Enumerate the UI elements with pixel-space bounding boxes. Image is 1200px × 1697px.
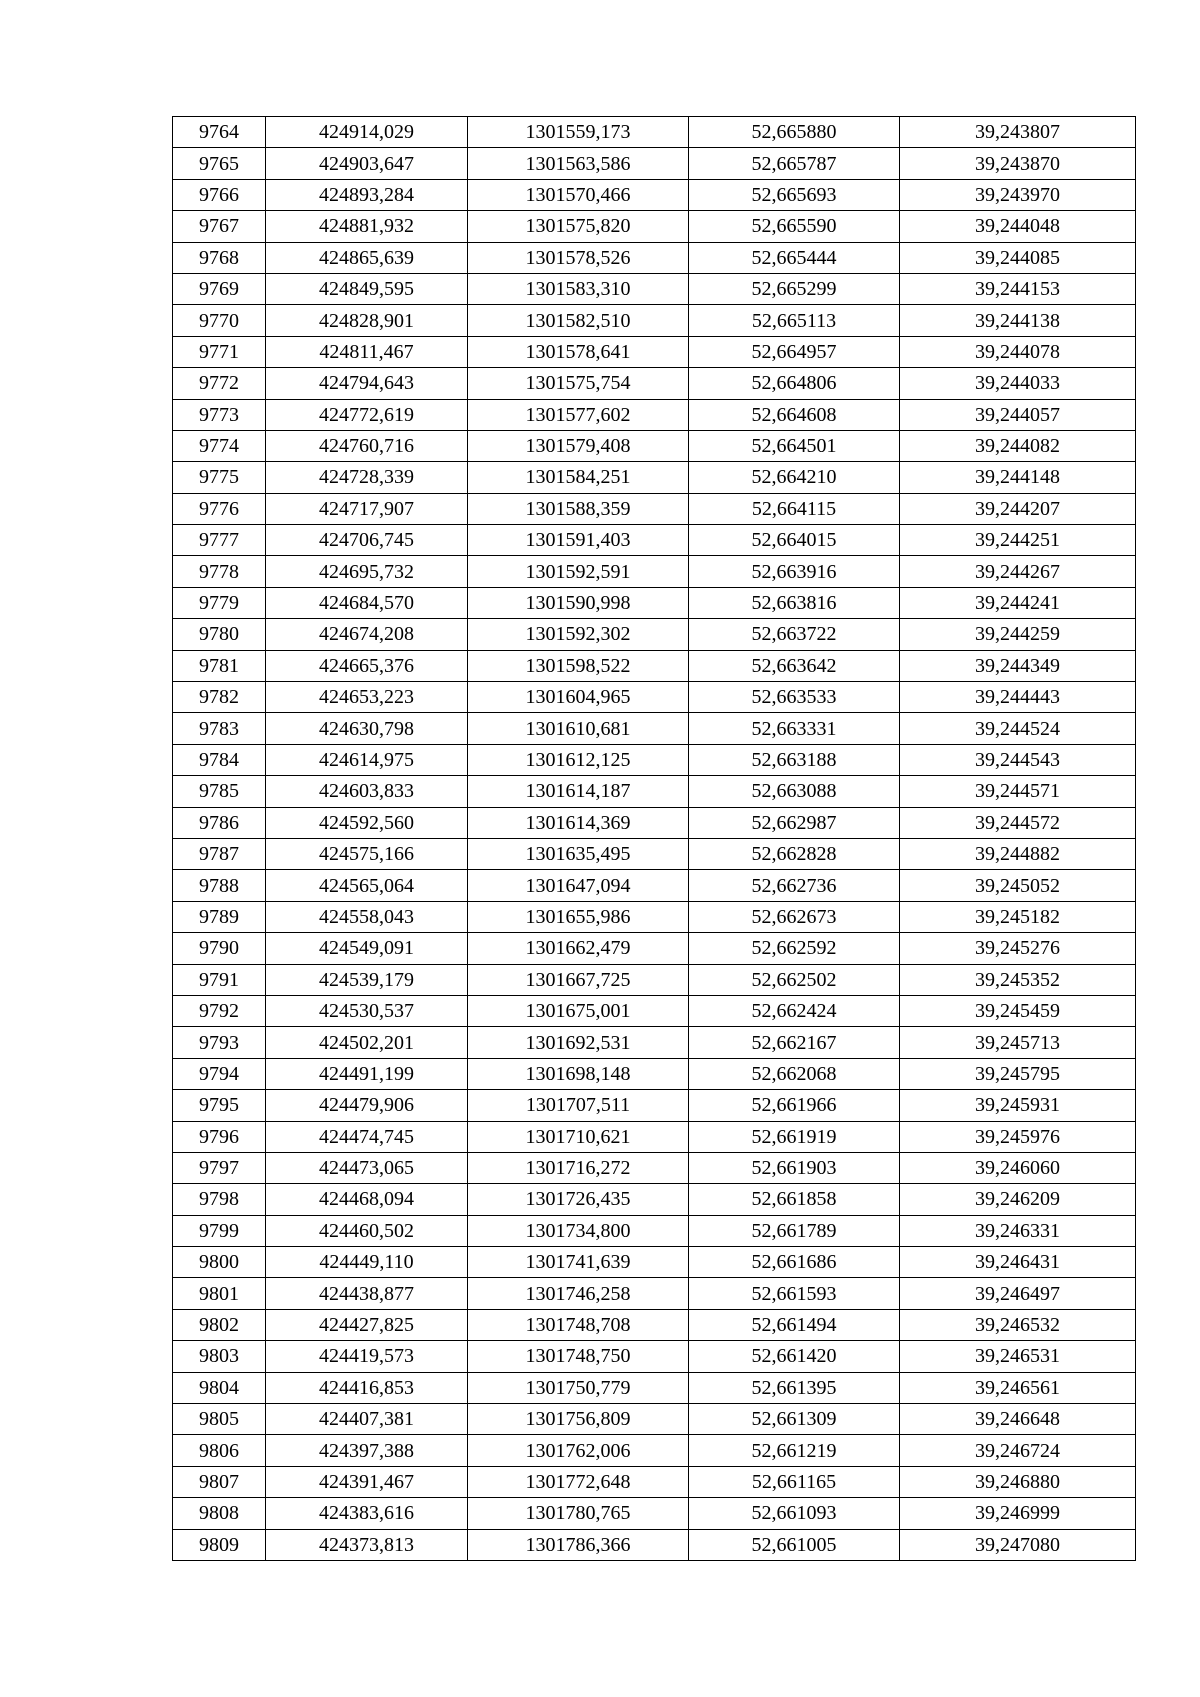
point-number-cell: 9803 xyxy=(173,1341,266,1372)
point-number-cell: 9770 xyxy=(173,305,266,336)
table-row xyxy=(173,430,1136,461)
x-coordinate-cell: 424473,065 xyxy=(266,1152,468,1183)
coordinates-table-body xyxy=(173,117,1136,1561)
y-coordinate-cell: 1301716,272 xyxy=(468,1152,689,1183)
y-coordinate-cell: 1301614,369 xyxy=(468,807,689,838)
x-coordinate-cell: 424653,223 xyxy=(266,682,468,713)
table-row xyxy=(173,336,1136,367)
table-row xyxy=(173,1466,1136,1497)
longitude-cell: 39,245052 xyxy=(900,870,1136,901)
latitude-cell: 52,661309 xyxy=(689,1404,900,1435)
x-coordinate-cell: 424674,208 xyxy=(266,619,468,650)
table-row xyxy=(173,493,1136,524)
point-number-cell: 9764 xyxy=(173,117,266,148)
point-number-cell: 9802 xyxy=(173,1309,266,1340)
y-coordinate-cell: 1301575,820 xyxy=(468,211,689,242)
latitude-cell: 52,665880 xyxy=(689,117,900,148)
latitude-cell: 52,661919 xyxy=(689,1121,900,1152)
x-coordinate-cell: 424575,166 xyxy=(266,838,468,869)
x-coordinate-cell: 424794,643 xyxy=(266,368,468,399)
y-coordinate-cell: 1301584,251 xyxy=(468,462,689,493)
y-coordinate-cell: 1301726,435 xyxy=(468,1184,689,1215)
point-number-cell: 9800 xyxy=(173,1247,266,1278)
longitude-cell: 39,244138 xyxy=(900,305,1136,336)
latitude-cell: 52,661858 xyxy=(689,1184,900,1215)
longitude-cell: 39,244078 xyxy=(900,336,1136,367)
latitude-cell: 52,661420 xyxy=(689,1341,900,1372)
longitude-cell: 39,243807 xyxy=(900,117,1136,148)
x-coordinate-cell: 424811,467 xyxy=(266,336,468,367)
table-row xyxy=(173,305,1136,336)
table-row xyxy=(173,1404,1136,1435)
latitude-cell: 52,661789 xyxy=(689,1215,900,1246)
point-number-cell: 9775 xyxy=(173,462,266,493)
table-row xyxy=(173,211,1136,242)
latitude-cell: 52,662987 xyxy=(689,807,900,838)
x-coordinate-cell: 424849,595 xyxy=(266,273,468,304)
point-number-cell: 9786 xyxy=(173,807,266,838)
y-coordinate-cell: 1301583,310 xyxy=(468,273,689,304)
x-coordinate-cell: 424419,573 xyxy=(266,1341,468,1372)
point-number-cell: 9793 xyxy=(173,1027,266,1058)
table-row xyxy=(173,242,1136,273)
y-coordinate-cell: 1301710,621 xyxy=(468,1121,689,1152)
latitude-cell: 52,664501 xyxy=(689,430,900,461)
point-number-cell: 9769 xyxy=(173,273,266,304)
table-row xyxy=(173,148,1136,179)
point-number-cell: 9783 xyxy=(173,713,266,744)
y-coordinate-cell: 1301590,998 xyxy=(468,587,689,618)
longitude-cell: 39,244572 xyxy=(900,807,1136,838)
point-number-cell: 9797 xyxy=(173,1152,266,1183)
latitude-cell: 52,663916 xyxy=(689,556,900,587)
table-row xyxy=(173,995,1136,1026)
y-coordinate-cell: 1301748,708 xyxy=(468,1309,689,1340)
longitude-cell: 39,244085 xyxy=(900,242,1136,273)
longitude-cell: 39,244241 xyxy=(900,587,1136,618)
table-row xyxy=(173,1529,1136,1560)
coordinates-table xyxy=(172,116,1136,1561)
x-coordinate-cell: 424460,502 xyxy=(266,1215,468,1246)
longitude-cell: 39,244251 xyxy=(900,525,1136,556)
longitude-cell: 39,245976 xyxy=(900,1121,1136,1152)
longitude-cell: 39,244033 xyxy=(900,368,1136,399)
x-coordinate-cell: 424614,975 xyxy=(266,744,468,775)
latitude-cell: 52,664608 xyxy=(689,399,900,430)
point-number-cell: 9794 xyxy=(173,1058,266,1089)
latitude-cell: 52,663642 xyxy=(689,650,900,681)
table-row xyxy=(173,744,1136,775)
x-coordinate-cell: 424438,877 xyxy=(266,1278,468,1309)
x-coordinate-cell: 424893,284 xyxy=(266,179,468,210)
y-coordinate-cell: 1301750,779 xyxy=(468,1372,689,1403)
y-coordinate-cell: 1301578,526 xyxy=(468,242,689,273)
table-row xyxy=(173,1498,1136,1529)
x-coordinate-cell: 424914,029 xyxy=(266,117,468,148)
y-coordinate-cell: 1301635,495 xyxy=(468,838,689,869)
latitude-cell: 52,665693 xyxy=(689,179,900,210)
point-number-cell: 9801 xyxy=(173,1278,266,1309)
point-number-cell: 9792 xyxy=(173,995,266,1026)
latitude-cell: 52,662828 xyxy=(689,838,900,869)
longitude-cell: 39,244349 xyxy=(900,650,1136,681)
y-coordinate-cell: 1301579,408 xyxy=(468,430,689,461)
point-number-cell: 9766 xyxy=(173,179,266,210)
table-row xyxy=(173,1090,1136,1121)
table-row xyxy=(173,807,1136,838)
point-number-cell: 9784 xyxy=(173,744,266,775)
y-coordinate-cell: 1301577,602 xyxy=(468,399,689,430)
y-coordinate-cell: 1301786,366 xyxy=(468,1529,689,1560)
x-coordinate-cell: 424474,745 xyxy=(266,1121,468,1152)
x-coordinate-cell: 424530,537 xyxy=(266,995,468,1026)
table-row xyxy=(173,776,1136,807)
y-coordinate-cell: 1301692,531 xyxy=(468,1027,689,1058)
y-coordinate-cell: 1301655,986 xyxy=(468,901,689,932)
y-coordinate-cell: 1301582,510 xyxy=(468,305,689,336)
longitude-cell: 39,246532 xyxy=(900,1309,1136,1340)
x-coordinate-cell: 424665,376 xyxy=(266,650,468,681)
latitude-cell: 52,662167 xyxy=(689,1027,900,1058)
table-row xyxy=(173,1215,1136,1246)
y-coordinate-cell: 1301756,809 xyxy=(468,1404,689,1435)
latitude-cell: 52,662736 xyxy=(689,870,900,901)
x-coordinate-cell: 424539,179 xyxy=(266,964,468,995)
x-coordinate-cell: 424684,570 xyxy=(266,587,468,618)
point-number-cell: 9789 xyxy=(173,901,266,932)
table-row xyxy=(173,870,1136,901)
latitude-cell: 52,664210 xyxy=(689,462,900,493)
longitude-cell: 39,244057 xyxy=(900,399,1136,430)
longitude-cell: 39,243970 xyxy=(900,179,1136,210)
latitude-cell: 52,663331 xyxy=(689,713,900,744)
y-coordinate-cell: 1301592,591 xyxy=(468,556,689,587)
longitude-cell: 39,246561 xyxy=(900,1372,1136,1403)
point-number-cell: 9805 xyxy=(173,1404,266,1435)
latitude-cell: 52,665590 xyxy=(689,211,900,242)
table-row xyxy=(173,179,1136,210)
x-coordinate-cell: 424728,339 xyxy=(266,462,468,493)
longitude-cell: 39,246724 xyxy=(900,1435,1136,1466)
x-coordinate-cell: 424828,901 xyxy=(266,305,468,336)
longitude-cell: 39,246880 xyxy=(900,1466,1136,1497)
table-row xyxy=(173,964,1136,995)
longitude-cell: 39,244443 xyxy=(900,682,1136,713)
latitude-cell: 52,661494 xyxy=(689,1309,900,1340)
x-coordinate-cell: 424760,716 xyxy=(266,430,468,461)
point-number-cell: 9779 xyxy=(173,587,266,618)
table-row xyxy=(173,1278,1136,1309)
x-coordinate-cell: 424565,064 xyxy=(266,870,468,901)
longitude-cell: 39,246531 xyxy=(900,1341,1136,1372)
x-coordinate-cell: 424772,619 xyxy=(266,399,468,430)
latitude-cell: 52,661686 xyxy=(689,1247,900,1278)
longitude-cell: 39,245276 xyxy=(900,933,1136,964)
latitude-cell: 52,663088 xyxy=(689,776,900,807)
longitude-cell: 39,244148 xyxy=(900,462,1136,493)
longitude-cell: 39,244571 xyxy=(900,776,1136,807)
point-number-cell: 9809 xyxy=(173,1529,266,1560)
point-number-cell: 9774 xyxy=(173,430,266,461)
table-row xyxy=(173,650,1136,681)
longitude-cell: 39,246331 xyxy=(900,1215,1136,1246)
latitude-cell: 52,664957 xyxy=(689,336,900,367)
table-row xyxy=(173,587,1136,618)
table-row xyxy=(173,1247,1136,1278)
point-number-cell: 9796 xyxy=(173,1121,266,1152)
point-number-cell: 9771 xyxy=(173,336,266,367)
latitude-cell: 52,661165 xyxy=(689,1466,900,1497)
x-coordinate-cell: 424468,094 xyxy=(266,1184,468,1215)
latitude-cell: 52,663533 xyxy=(689,682,900,713)
x-coordinate-cell: 424427,825 xyxy=(266,1309,468,1340)
y-coordinate-cell: 1301741,639 xyxy=(468,1247,689,1278)
table-row xyxy=(173,1121,1136,1152)
longitude-cell: 39,245182 xyxy=(900,901,1136,932)
table-row xyxy=(173,273,1136,304)
point-number-cell: 9788 xyxy=(173,870,266,901)
y-coordinate-cell: 1301612,125 xyxy=(468,744,689,775)
y-coordinate-cell: 1301675,001 xyxy=(468,995,689,1026)
table-row xyxy=(173,1372,1136,1403)
y-coordinate-cell: 1301772,648 xyxy=(468,1466,689,1497)
point-number-cell: 9790 xyxy=(173,933,266,964)
table-row xyxy=(173,1341,1136,1372)
longitude-cell: 39,244543 xyxy=(900,744,1136,775)
y-coordinate-cell: 1301746,258 xyxy=(468,1278,689,1309)
latitude-cell: 52,665299 xyxy=(689,273,900,304)
latitude-cell: 52,662592 xyxy=(689,933,900,964)
longitude-cell: 39,246999 xyxy=(900,1498,1136,1529)
longitude-cell: 39,244153 xyxy=(900,273,1136,304)
x-coordinate-cell: 424695,732 xyxy=(266,556,468,587)
x-coordinate-cell: 424391,467 xyxy=(266,1466,468,1497)
table-row xyxy=(173,556,1136,587)
longitude-cell: 39,247080 xyxy=(900,1529,1136,1560)
table-row xyxy=(173,1184,1136,1215)
x-coordinate-cell: 424558,043 xyxy=(266,901,468,932)
y-coordinate-cell: 1301570,466 xyxy=(468,179,689,210)
latitude-cell: 52,665444 xyxy=(689,242,900,273)
latitude-cell: 52,661005 xyxy=(689,1529,900,1560)
y-coordinate-cell: 1301662,479 xyxy=(468,933,689,964)
y-coordinate-cell: 1301563,586 xyxy=(468,148,689,179)
x-coordinate-cell: 424502,201 xyxy=(266,1027,468,1058)
longitude-cell: 39,244048 xyxy=(900,211,1136,242)
x-coordinate-cell: 424706,745 xyxy=(266,525,468,556)
longitude-cell: 39,243870 xyxy=(900,148,1136,179)
point-number-cell: 9768 xyxy=(173,242,266,273)
point-number-cell: 9799 xyxy=(173,1215,266,1246)
point-number-cell: 9798 xyxy=(173,1184,266,1215)
table-row xyxy=(173,838,1136,869)
latitude-cell: 52,662673 xyxy=(689,901,900,932)
longitude-cell: 39,244267 xyxy=(900,556,1136,587)
x-coordinate-cell: 424865,639 xyxy=(266,242,468,273)
table-row xyxy=(173,399,1136,430)
latitude-cell: 52,664015 xyxy=(689,525,900,556)
y-coordinate-cell: 1301667,725 xyxy=(468,964,689,995)
point-number-cell: 9776 xyxy=(173,493,266,524)
latitude-cell: 52,661593 xyxy=(689,1278,900,1309)
x-coordinate-cell: 424479,906 xyxy=(266,1090,468,1121)
point-number-cell: 9785 xyxy=(173,776,266,807)
y-coordinate-cell: 1301614,187 xyxy=(468,776,689,807)
longitude-cell: 39,246648 xyxy=(900,1404,1136,1435)
point-number-cell: 9782 xyxy=(173,682,266,713)
latitude-cell: 52,665787 xyxy=(689,148,900,179)
x-coordinate-cell: 424449,110 xyxy=(266,1247,468,1278)
y-coordinate-cell: 1301559,173 xyxy=(468,117,689,148)
point-number-cell: 9773 xyxy=(173,399,266,430)
point-number-cell: 9791 xyxy=(173,964,266,995)
point-number-cell: 9772 xyxy=(173,368,266,399)
point-number-cell: 9767 xyxy=(173,211,266,242)
x-coordinate-cell: 424592,560 xyxy=(266,807,468,838)
table-row xyxy=(173,1435,1136,1466)
latitude-cell: 52,661966 xyxy=(689,1090,900,1121)
latitude-cell: 52,661219 xyxy=(689,1435,900,1466)
table-row xyxy=(173,1058,1136,1089)
latitude-cell: 52,662068 xyxy=(689,1058,900,1089)
latitude-cell: 52,661903 xyxy=(689,1152,900,1183)
latitude-cell: 52,665113 xyxy=(689,305,900,336)
longitude-cell: 39,246497 xyxy=(900,1278,1136,1309)
point-number-cell: 9807 xyxy=(173,1466,266,1497)
x-coordinate-cell: 424603,833 xyxy=(266,776,468,807)
point-number-cell: 9787 xyxy=(173,838,266,869)
y-coordinate-cell: 1301734,800 xyxy=(468,1215,689,1246)
table-row xyxy=(173,619,1136,650)
point-number-cell: 9808 xyxy=(173,1498,266,1529)
y-coordinate-cell: 1301780,765 xyxy=(468,1498,689,1529)
y-coordinate-cell: 1301762,006 xyxy=(468,1435,689,1466)
longitude-cell: 39,245795 xyxy=(900,1058,1136,1089)
table-row xyxy=(173,368,1136,399)
y-coordinate-cell: 1301598,522 xyxy=(468,650,689,681)
x-coordinate-cell: 424383,616 xyxy=(266,1498,468,1529)
latitude-cell: 52,661395 xyxy=(689,1372,900,1403)
y-coordinate-cell: 1301575,754 xyxy=(468,368,689,399)
point-number-cell: 9804 xyxy=(173,1372,266,1403)
table-row xyxy=(173,1152,1136,1183)
table-row xyxy=(173,713,1136,744)
latitude-cell: 52,663722 xyxy=(689,619,900,650)
longitude-cell: 39,245713 xyxy=(900,1027,1136,1058)
longitude-cell: 39,246060 xyxy=(900,1152,1136,1183)
point-number-cell: 9795 xyxy=(173,1090,266,1121)
y-coordinate-cell: 1301610,681 xyxy=(468,713,689,744)
longitude-cell: 39,244082 xyxy=(900,430,1136,461)
x-coordinate-cell: 424397,388 xyxy=(266,1435,468,1466)
y-coordinate-cell: 1301604,965 xyxy=(468,682,689,713)
latitude-cell: 52,664806 xyxy=(689,368,900,399)
y-coordinate-cell: 1301707,511 xyxy=(468,1090,689,1121)
longitude-cell: 39,244259 xyxy=(900,619,1136,650)
longitude-cell: 39,245931 xyxy=(900,1090,1136,1121)
x-coordinate-cell: 424549,091 xyxy=(266,933,468,964)
latitude-cell: 52,664115 xyxy=(689,493,900,524)
point-number-cell: 9765 xyxy=(173,148,266,179)
x-coordinate-cell: 424903,647 xyxy=(266,148,468,179)
x-coordinate-cell: 424407,381 xyxy=(266,1404,468,1435)
longitude-cell: 39,244207 xyxy=(900,493,1136,524)
longitude-cell: 39,244882 xyxy=(900,838,1136,869)
y-coordinate-cell: 1301748,750 xyxy=(468,1341,689,1372)
longitude-cell: 39,244524 xyxy=(900,713,1136,744)
longitude-cell: 39,245459 xyxy=(900,995,1136,1026)
table-row xyxy=(173,525,1136,556)
longitude-cell: 39,246209 xyxy=(900,1184,1136,1215)
point-number-cell: 9781 xyxy=(173,650,266,681)
x-coordinate-cell: 424881,932 xyxy=(266,211,468,242)
y-coordinate-cell: 1301591,403 xyxy=(468,525,689,556)
longitude-cell: 39,245352 xyxy=(900,964,1136,995)
table-row xyxy=(173,901,1136,932)
table-row xyxy=(173,682,1136,713)
table-row xyxy=(173,933,1136,964)
table-row xyxy=(173,117,1136,148)
longitude-cell: 39,246431 xyxy=(900,1247,1136,1278)
y-coordinate-cell: 1301588,359 xyxy=(468,493,689,524)
latitude-cell: 52,662424 xyxy=(689,995,900,1026)
x-coordinate-cell: 424717,907 xyxy=(266,493,468,524)
point-number-cell: 9777 xyxy=(173,525,266,556)
table-row xyxy=(173,1309,1136,1340)
y-coordinate-cell: 1301578,641 xyxy=(468,336,689,367)
x-coordinate-cell: 424630,798 xyxy=(266,713,468,744)
x-coordinate-cell: 424373,813 xyxy=(266,1529,468,1560)
point-number-cell: 9778 xyxy=(173,556,266,587)
point-number-cell: 9780 xyxy=(173,619,266,650)
latitude-cell: 52,663816 xyxy=(689,587,900,618)
latitude-cell: 52,663188 xyxy=(689,744,900,775)
table-row xyxy=(173,462,1136,493)
point-number-cell: 9806 xyxy=(173,1435,266,1466)
x-coordinate-cell: 424491,199 xyxy=(266,1058,468,1089)
latitude-cell: 52,662502 xyxy=(689,964,900,995)
y-coordinate-cell: 1301698,148 xyxy=(468,1058,689,1089)
x-coordinate-cell: 424416,853 xyxy=(266,1372,468,1403)
y-coordinate-cell: 1301592,302 xyxy=(468,619,689,650)
latitude-cell: 52,661093 xyxy=(689,1498,900,1529)
y-coordinate-cell: 1301647,094 xyxy=(468,870,689,901)
table-row xyxy=(173,1027,1136,1058)
